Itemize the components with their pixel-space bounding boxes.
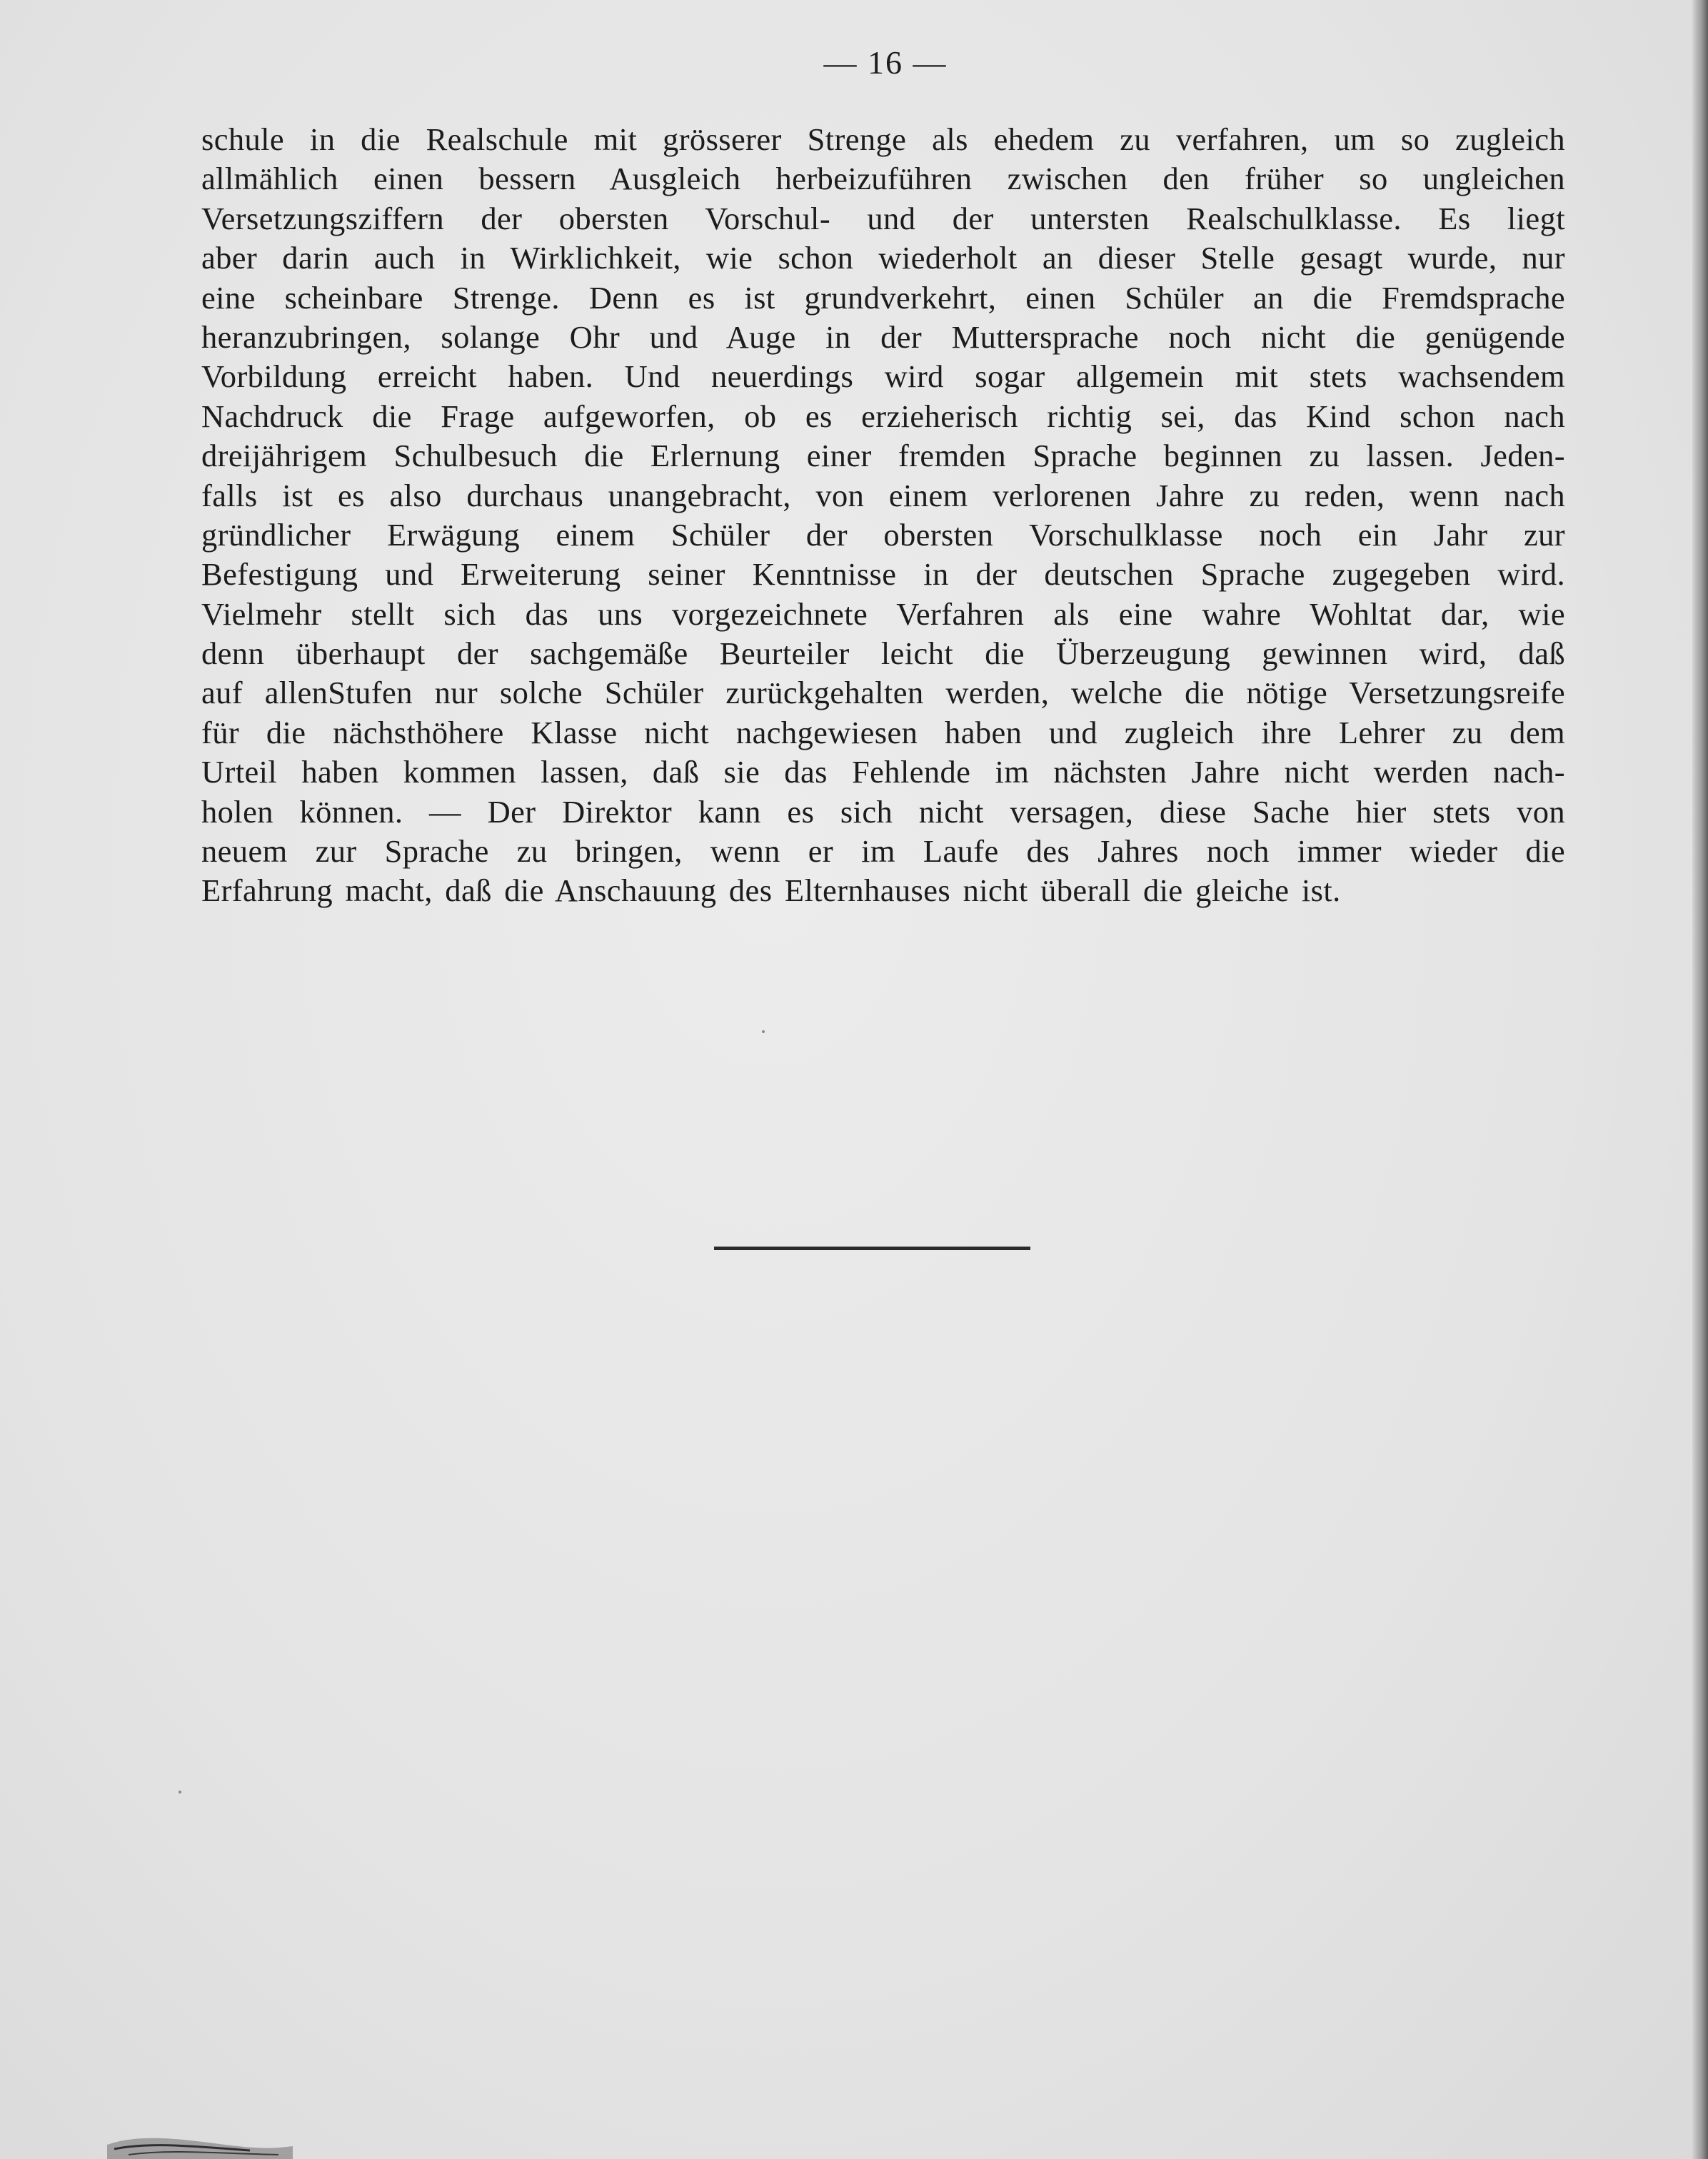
text-line: Versetzungsziffern der obersten Vorschul- und der untersten Realschulklasse. Es liegt [201,200,1565,236]
text-line: Nachdruck die Frage aufgeworfen, ob es erzieherisch richtig sei, das Kind schon nach [201,398,1565,434]
text-line: aber darin auch in Wirklichkeit, wie schon wiederholt an dieser Stelle gesagt wurde, nur [201,240,1565,276]
torn-edge-mark [107,2113,293,2159]
text-line: schule in die Realschule mit grösserer Strenge als ehedem zu verfahren, um so zugleich [201,121,1565,157]
text-line: neuem zur Sprache zu bringen, wenn er im Laufe des Jahres noch immer wieder die [201,833,1565,870]
text-line-last: Erfahrung macht, daß die Anschauung des Elternhauses nicht überall die gleiche ist. [201,872,1341,909]
text-line: allmählich einen bessern Ausgleich herbeizuführen zwischen den früher so ungleichen [201,161,1565,197]
dust-speck [179,1791,181,1793]
text-line: dreijährigem Schulbesuch die Erlernung einer fremden Sprache beginnen zu lassen. Jeden- [201,438,1565,474]
text-line: Urteil haben kommen lassen, daß sie das Fehlende im nächsten Jahre nicht werden nach- [201,754,1565,790]
text-line: denn überhaupt der sachgemäße Beurteiler leicht die Überzeugung gewinnen wird, daß [201,635,1565,672]
dust-speck [762,1030,765,1033]
text-line: Befestigung und Erweiterung seiner Kenntnisse in der deutschen Sprache zugegeben wird. [201,556,1565,593]
text-line: eine scheinbare Strenge. Denn es ist grundverkehrt, einen Schüler an die Fremdsprache [201,279,1565,316]
text-line: Vielmehr stellt sich das uns vorgezeichnete Verfahren als eine wahre Wohltat dar, wie [201,595,1565,632]
text-line: gründlicher Erwägung einem Schüler der obersten Vorschulklasse noch ein Jahr zur [201,516,1565,553]
body-paragraph [201,120,1565,911]
page-edge-shadow [1692,0,1708,2159]
text-line: Vorbildung erreicht haben. Und neuerdings wird sogar allgemein mit stets wachsendem [201,358,1565,395]
text-line: für die nächsthöhere Klasse nicht nachgewiesen haben und zugleich ihre Lehrer zu dem [201,714,1565,750]
closing-rule [714,1247,1030,1250]
text-line: holen können. — Der Direktor kann es sich nicht versagen, diese Sache hier stets von [201,793,1565,830]
page-number: — 16 — [823,44,948,81]
text-line: heranzubringen, solange Ohr und Auge in der Muttersprache noch nicht die genügende [201,318,1565,355]
text-line: auf allenStufen nur solche Schüler zurückgehalten werden, welche die nötige Versetzungsreife [201,675,1565,711]
text-line: falls ist es also durchaus unangebracht, von einem verlorenen Jahre zu reden, wenn nach [201,477,1565,513]
